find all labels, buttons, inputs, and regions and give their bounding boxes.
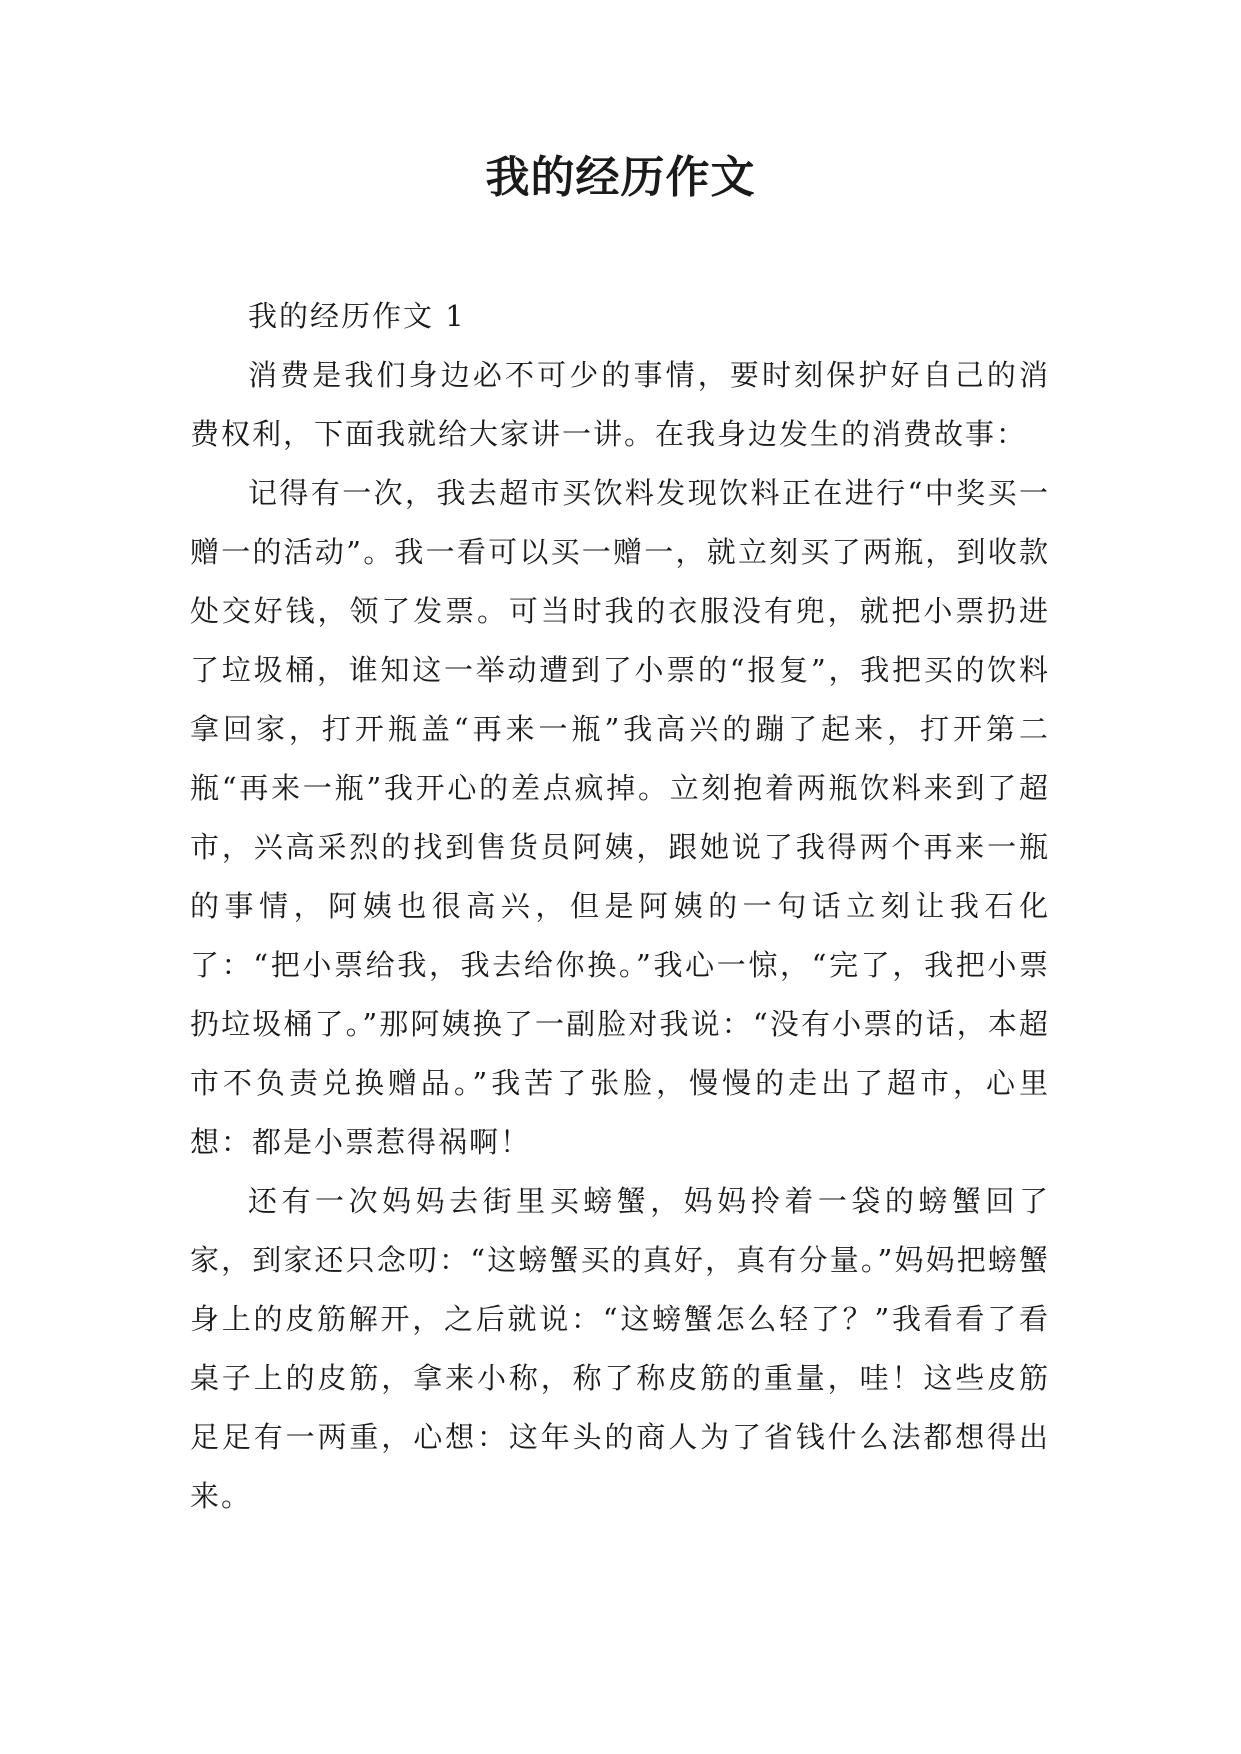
document-body bbox=[190, 287, 1050, 1526]
section-heading: 我的经历作文 1 bbox=[248, 299, 466, 333]
document-title: 我的经历作文 bbox=[485, 152, 756, 203]
paragraph-drink-story: 记得有一次，我去超市买饮料发现饮料正在进行“中奖买一赠一的活动”。我一看可以买一赠一，就立刻买了两瓶，到收款处交好钱，领了发票。可当时我的衣服没有兜，就把小票扔进了垃圾桶，谁知这一举动遭到了小票的“报复”，我把买的饮料拿回家，打开瓶盖“再来一瓶”我高兴的蹦了起来，打开第二瓶“再来一瓶”我开心的差点疯掉。立刻抱着两瓶饮料来到了超市，兴高采烈的找到售货员阿姨，跟她说了我得两个再来一瓶的事情，阿姨也很高兴，但是阿姨的一句话立刻让我石化了：“把小票给我，我去给你换。”我心一惊，“完了，我把小票扔垃圾桶了。”那阿姨换了一副脸对我说：“没有小票的话，本超市不负责兑换赠品。”我苦了张脸，慢慢的走出了超市，心里想：都是小票惹得祸啊！ bbox=[190, 476, 1050, 1159]
paragraph-crab-story: 还有一次妈妈去街里买螃蟹，妈妈拎着一袋的螃蟹回了家，到家还只念叨：“这螃蟹买的真好，真有分量。”妈妈把螃蟹身上的皮筋解开，之后就说：“这螃蟹怎么轻了？”我看看了看桌子上的皮筋，拿来小称，称了称皮筋的重量，哇！这些皮筋足足有一两重，心想：这年头的商人为了省钱什么法都想得出来。 bbox=[190, 1184, 1050, 1513]
paragraph-intro: 消费是我们身边必不可少的事情，要时刻保护好自己的消费权利，下面我就给大家讲一讲。在我身边发生的消费故事： bbox=[190, 358, 1050, 451]
